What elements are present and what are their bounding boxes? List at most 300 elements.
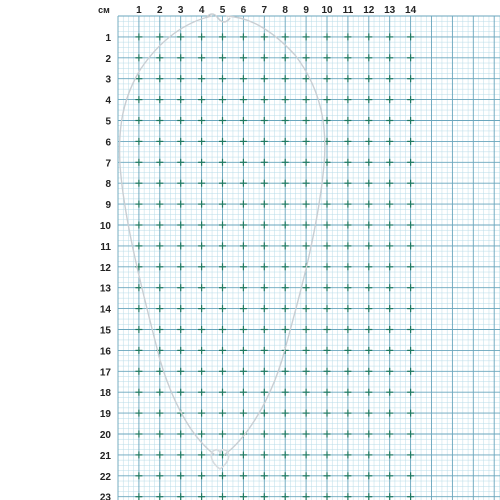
cross-marker (135, 410, 142, 417)
cross-marker (219, 138, 226, 145)
cross-marker (198, 284, 205, 291)
cross-marker (156, 117, 163, 124)
cross-marker (386, 347, 393, 354)
cross-marker (240, 451, 247, 458)
cross-marker (198, 96, 205, 103)
cross-marker (386, 493, 393, 500)
cross-marker (240, 305, 247, 312)
x-axis-label: 7 (261, 5, 268, 16)
x-axis-label: 12 (363, 5, 375, 16)
cross-marker (219, 54, 226, 61)
cross-marker (135, 96, 142, 103)
cross-marker (344, 96, 351, 103)
cross-marker (324, 75, 331, 82)
cross-marker (135, 305, 142, 312)
cross-marker (407, 284, 414, 291)
cross-marker (365, 75, 372, 82)
cross-marker (261, 180, 268, 187)
necklace-clasp (206, 14, 230, 22)
cross-marker (344, 33, 351, 40)
cross-marker (407, 305, 414, 312)
cross-marker (365, 54, 372, 61)
cross-marker (198, 368, 205, 375)
cross-marker (344, 263, 351, 270)
cross-marker (240, 159, 247, 166)
cross-marker (324, 263, 331, 270)
cross-marker (407, 180, 414, 187)
cross-marker (282, 493, 289, 500)
cross-marker (344, 138, 351, 145)
cross-marker (240, 410, 247, 417)
cross-marker (240, 201, 247, 208)
cross-marker (135, 117, 142, 124)
x-axis-label: 8 (282, 5, 288, 16)
y-axis-label: 7 (105, 158, 111, 170)
cross-marker (282, 201, 289, 208)
cross-marker (282, 138, 289, 145)
cross-marker (324, 410, 331, 417)
cross-marker (177, 75, 184, 82)
cross-marker (324, 305, 331, 312)
cross-marker (198, 347, 205, 354)
cross-marker (344, 493, 351, 500)
cross-marker (324, 472, 331, 479)
cross-marker (156, 451, 163, 458)
cross-marker (344, 347, 351, 354)
cross-marker (198, 451, 205, 458)
cross-marker (135, 493, 142, 500)
cross-marker (261, 75, 268, 82)
cross-marker (156, 96, 163, 103)
cross-marker (407, 242, 414, 249)
cross-marker (324, 451, 331, 458)
cross-marker (386, 159, 393, 166)
cross-marker (198, 138, 205, 145)
cross-marker (219, 431, 226, 438)
cross-marker (177, 431, 184, 438)
y-axis-label: 11 (100, 241, 111, 253)
cross-marker (386, 138, 393, 145)
cross-marker (407, 431, 414, 438)
y-axis-label: 20 (99, 430, 111, 441)
cross-marker (135, 242, 142, 249)
cross-marker (177, 33, 184, 40)
cross-marker (261, 389, 268, 396)
cross-marker (344, 305, 351, 312)
cross-marker (240, 222, 247, 229)
cross-marker (135, 201, 142, 208)
cross-marker (365, 493, 372, 500)
cross-marker (303, 180, 310, 187)
cross-marker (303, 326, 310, 333)
cross-marker (282, 451, 289, 458)
cross-marker (407, 159, 414, 166)
cross-marker (407, 389, 414, 396)
cross-marker (386, 117, 393, 124)
cross-marker (135, 326, 142, 333)
cross-marker (177, 138, 184, 145)
x-axis-label: 3 (177, 5, 184, 16)
cross-marker (344, 431, 351, 438)
cross-marker (156, 326, 163, 333)
y-axis-label: 8 (105, 179, 111, 191)
cross-marker (219, 263, 226, 270)
cross-marker (303, 201, 310, 208)
cross-marker (240, 284, 247, 291)
cross-marker (219, 159, 226, 166)
cross-marker (261, 284, 268, 291)
x-axis-label: 14 (405, 5, 417, 16)
cross-marker (407, 368, 414, 375)
cross-marker (365, 305, 372, 312)
cross-marker (282, 389, 289, 396)
x-axis-labels (136, 5, 416, 16)
y-axis-label: 23 (99, 492, 111, 500)
cross-marker (303, 222, 310, 229)
cross-marker (303, 54, 310, 61)
y-axis-label: 5 (105, 116, 111, 128)
cross-marker (261, 451, 268, 458)
cross-marker (135, 368, 142, 375)
cross-marker (177, 222, 184, 229)
cross-marker (344, 222, 351, 229)
cross-marker (365, 284, 372, 291)
cross-marker (261, 117, 268, 124)
y-axis-label: 14 (99, 304, 111, 316)
cross-marker (198, 305, 205, 312)
cross-marker (261, 305, 268, 312)
cross-marker (365, 326, 372, 333)
cross-marker (198, 472, 205, 479)
cross-marker (344, 472, 351, 479)
cross-marker (386, 451, 393, 458)
cross-marker (365, 263, 372, 270)
cross-marker (240, 472, 247, 479)
cross-marker (324, 242, 331, 249)
cross-marker (365, 33, 372, 40)
cross-marker (219, 284, 226, 291)
cross-marker (240, 493, 247, 500)
cross-marker (177, 472, 184, 479)
cross-marker (240, 368, 247, 375)
cross-marker (156, 493, 163, 500)
cross-marker (303, 117, 310, 124)
cross-marker (240, 117, 247, 124)
cross-marker (261, 159, 268, 166)
cross-marker (198, 326, 205, 333)
cross-marker (240, 54, 247, 61)
cross-marker (282, 180, 289, 187)
cross-marker (282, 54, 289, 61)
cross-marker (156, 263, 163, 270)
cross-marker (282, 117, 289, 124)
x-axis-label: 5 (219, 5, 226, 16)
cross-marker (344, 410, 351, 417)
cross-marker (344, 284, 351, 291)
y-axis-label: 16 (99, 346, 111, 358)
cross-marker (177, 493, 184, 500)
cross-marker (219, 347, 226, 354)
cross-marker (344, 389, 351, 396)
cross-marker (198, 75, 205, 82)
cross-marker (324, 347, 331, 354)
cross-marker (282, 410, 289, 417)
cross-marker (324, 389, 331, 396)
cross-marker (282, 263, 289, 270)
cross-marker (407, 472, 414, 479)
cross-marker (177, 263, 184, 270)
cross-marker (177, 451, 184, 458)
cross-marker (303, 493, 310, 500)
cross-marker (240, 326, 247, 333)
cross-marker (177, 389, 184, 396)
cross-marker (156, 201, 163, 208)
cross-marker (303, 33, 310, 40)
cross-marker (219, 389, 226, 396)
cross-marker (219, 472, 226, 479)
cross-marker (282, 305, 289, 312)
cross-marker (135, 472, 142, 479)
cross-marker (135, 347, 142, 354)
cross-marker (282, 222, 289, 229)
cross-marker (324, 96, 331, 103)
cross-marker (365, 159, 372, 166)
y-axis-label: 10 (99, 221, 111, 232)
cross-marker (365, 472, 372, 479)
cross-marker (177, 96, 184, 103)
cross-marker (365, 347, 372, 354)
cross-marker (344, 368, 351, 375)
cross-marker (156, 242, 163, 249)
x-axis-label: 9 (303, 5, 309, 16)
cross-marker (344, 180, 351, 187)
cross-marker (198, 54, 205, 61)
cross-marker (198, 493, 205, 500)
cross-marker (156, 138, 163, 145)
cross-marker (324, 180, 331, 187)
cross-marker (303, 242, 310, 249)
cross-marker (219, 201, 226, 208)
y-axis-label: 3 (105, 74, 111, 86)
cross-marker (303, 368, 310, 375)
cross-marker (344, 451, 351, 458)
cross-marker (198, 117, 205, 124)
cross-marker (365, 368, 372, 375)
cross-marker (365, 242, 372, 249)
cross-marker (261, 431, 268, 438)
cross-marker (240, 138, 247, 145)
y-axis-label: 1 (105, 32, 111, 44)
unit-label: см (98, 5, 110, 15)
cross-marker (156, 159, 163, 166)
cross-marker (177, 159, 184, 166)
cross-marker (135, 431, 142, 438)
cross-marker (135, 159, 142, 166)
cross-marker (303, 159, 310, 166)
cross-marker (324, 117, 331, 124)
cross-marker (282, 368, 289, 375)
cross-marker (282, 75, 289, 82)
cross-marker (282, 284, 289, 291)
cross-marker (365, 180, 372, 187)
cross-marker (135, 451, 142, 458)
cross-marker (177, 201, 184, 208)
cross-marker (198, 263, 205, 270)
cross-marker (261, 242, 268, 249)
cross-marker (282, 472, 289, 479)
cross-marker (303, 410, 310, 417)
y-axis-label: 17 (99, 367, 111, 379)
cross-marker (135, 138, 142, 145)
cross-marker (261, 33, 268, 40)
cross-marker (156, 431, 163, 438)
cross-marker (324, 222, 331, 229)
cross-marker (386, 242, 393, 249)
y-axis-label: 4 (105, 95, 111, 107)
cross-marker (219, 180, 226, 187)
cross-marker (282, 431, 289, 438)
cross-marker (344, 75, 351, 82)
cross-marker (177, 180, 184, 187)
cross-marker (386, 201, 393, 208)
cross-marker (156, 33, 163, 40)
cross-marker (219, 96, 226, 103)
x-axis-label: 10 (321, 5, 333, 16)
cross-marker (344, 201, 351, 208)
cross-marker (386, 75, 393, 82)
y-axis-label: 21 (99, 450, 111, 462)
cross-marker (177, 347, 184, 354)
x-axis-label: 4 (198, 5, 205, 16)
cross-marker (261, 222, 268, 229)
x-axis-label: 2 (157, 5, 163, 16)
cross-marker (156, 54, 163, 61)
cross-marker (219, 368, 226, 375)
cross-marker (219, 242, 226, 249)
y-axis-labels (100, 33, 112, 500)
cross-marker (386, 180, 393, 187)
cross-marker (407, 33, 414, 40)
cross-marker (135, 54, 142, 61)
cross-marker (386, 472, 393, 479)
cross-marker (177, 284, 184, 291)
cross-marker (261, 263, 268, 270)
cross-marker (324, 284, 331, 291)
y-axis-label: 12 (99, 262, 111, 274)
cross-marker (344, 242, 351, 249)
cross-marker (407, 96, 414, 103)
cross-marker (324, 493, 331, 500)
y-axis-label: 9 (105, 200, 111, 212)
cross-marker (156, 284, 163, 291)
cross-marker (219, 117, 226, 124)
cross-marker (303, 347, 310, 354)
cross-marker (156, 410, 163, 417)
cross-marker (135, 33, 142, 40)
cross-marker (303, 451, 310, 458)
cross-marker (324, 431, 331, 438)
cross-marker (261, 368, 268, 375)
cross-marker (407, 117, 414, 124)
cross-marker (219, 75, 226, 82)
cross-marker (282, 159, 289, 166)
cross-marker (324, 33, 331, 40)
cross-marker (407, 75, 414, 82)
cross-marker (407, 263, 414, 270)
cross-marker (177, 368, 184, 375)
cross-marker (156, 472, 163, 479)
cross-marker (282, 242, 289, 249)
cross-marker (324, 326, 331, 333)
x-axis-label: 1 (136, 5, 142, 16)
cross-marker (240, 33, 247, 40)
y-axis-label: 13 (99, 283, 111, 295)
cross-marker (240, 263, 247, 270)
cross-marker (135, 222, 142, 229)
cross-marker (156, 389, 163, 396)
cross-marker (386, 222, 393, 229)
y-axis-label: 18 (99, 388, 111, 400)
cross-marker (386, 33, 393, 40)
cross-marker (324, 201, 331, 208)
cross-marker (240, 180, 247, 187)
cross-marker (344, 159, 351, 166)
cross-marker (177, 117, 184, 124)
cross-marker (198, 33, 205, 40)
cross-marker (365, 201, 372, 208)
cross-marker (177, 242, 184, 249)
cross-marker (219, 326, 226, 333)
cross-marker (135, 389, 142, 396)
cross-marker (407, 138, 414, 145)
cross-marker (386, 305, 393, 312)
cross-marker (156, 222, 163, 229)
cross-marker (386, 389, 393, 396)
cross-marker (365, 222, 372, 229)
cross-marker (386, 368, 393, 375)
cross-marker (365, 117, 372, 124)
y-axis-label: 22 (99, 471, 111, 483)
cross-marker (407, 201, 414, 208)
cross-marker (177, 54, 184, 61)
cross-marker (282, 326, 289, 333)
cross-marker (261, 493, 268, 500)
cross-marker (198, 159, 205, 166)
y-axis-label: 6 (105, 137, 111, 149)
cross-marker (386, 410, 393, 417)
cross-marker (303, 138, 310, 145)
cross-marker (282, 33, 289, 40)
cross-marker (407, 54, 414, 61)
y-axis-label: 2 (105, 53, 111, 65)
x-axis-label: 11 (342, 5, 354, 16)
cross-marker (282, 96, 289, 103)
cross-marker (261, 347, 268, 354)
cross-marker (386, 54, 393, 61)
y-axis-label: 15 (99, 325, 111, 337)
cross-marker (407, 222, 414, 229)
cross-marker (135, 180, 142, 187)
cross-marker (261, 326, 268, 333)
cross-marker (344, 117, 351, 124)
cross-marker (240, 347, 247, 354)
cross-marker (198, 180, 205, 187)
cross-marker (407, 410, 414, 417)
cross-marker (198, 242, 205, 249)
cross-marker (365, 451, 372, 458)
cross-marker (156, 305, 163, 312)
cross-marker (261, 54, 268, 61)
